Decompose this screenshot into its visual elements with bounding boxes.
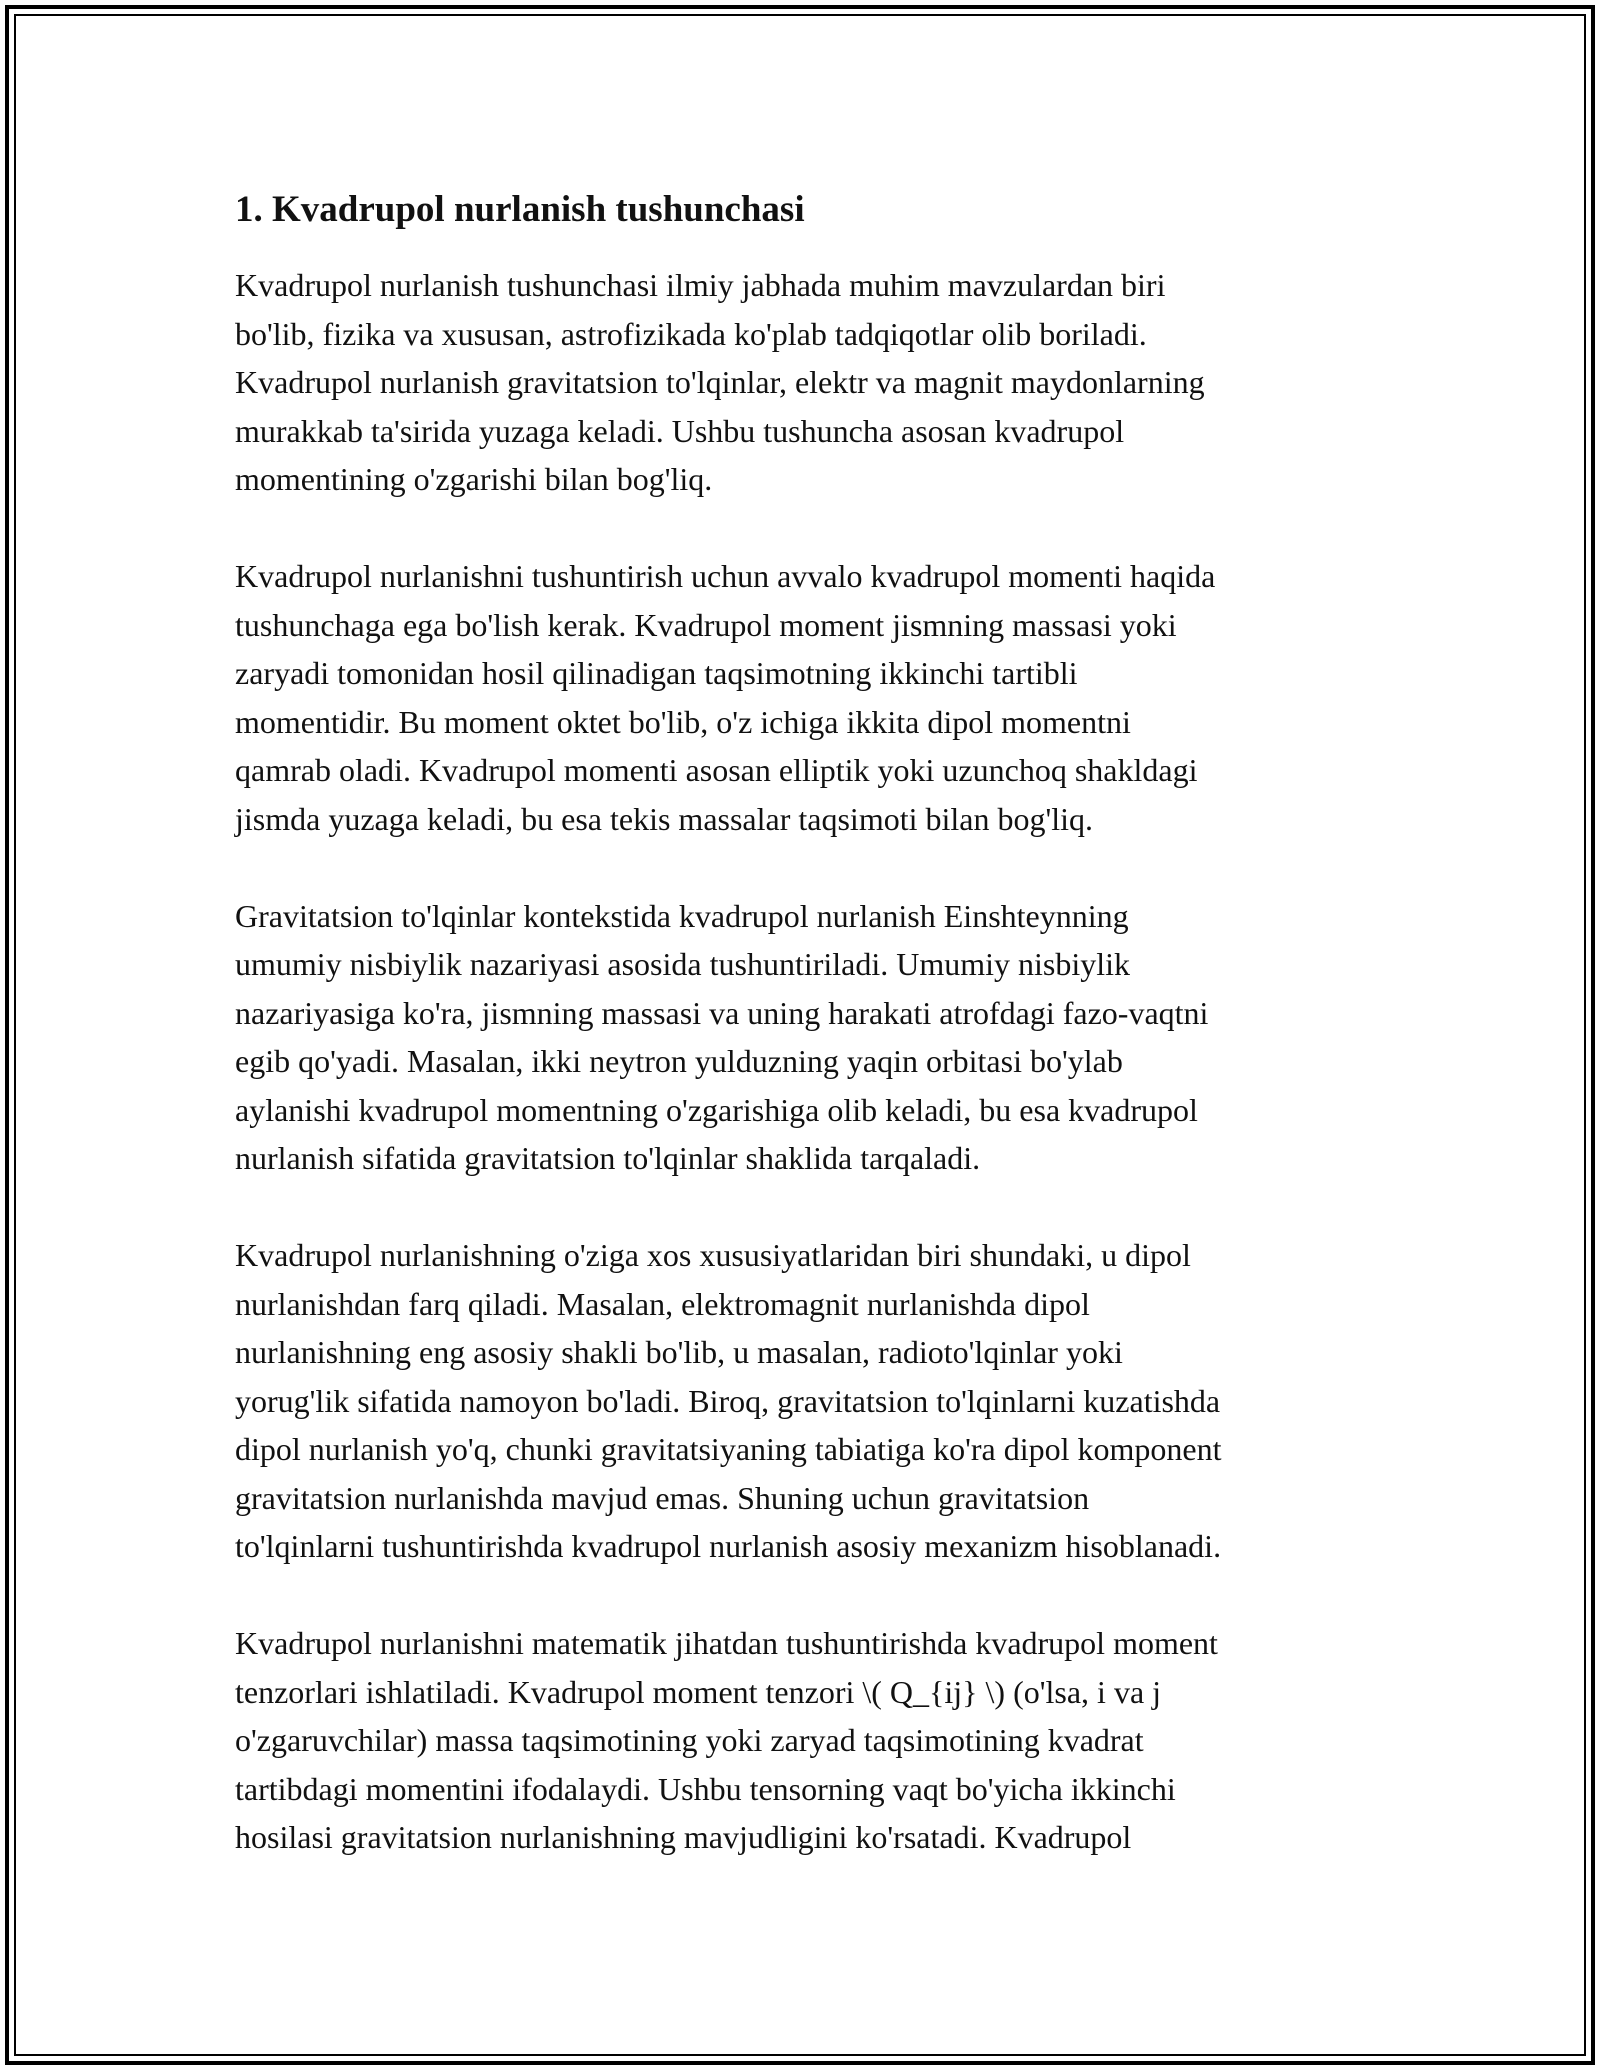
paragraph-line: aylanishi kvadrupol momentning o'zgarishiga olib keladi, bu esa kvadrupol: [235, 1091, 1198, 1128]
paragraph-line: to'lqinlarni tushuntirishda kvadrupol nurlanish asosiy mexanizm hisoblanadi.: [235, 1528, 1222, 1564]
paragraph-line: tenzorlari ishlatiladi. Kvadrupol moment tenzori \( Q_{ij} \) (o'lsa, i va j: [235, 1673, 1162, 1710]
paragraph-5: [235, 1619, 1395, 1862]
paragraph-line: nazariyasiga ko'ra, jismning massasi va uning harakati atrofdagi fazo-vaqtni: [235, 994, 1209, 1031]
paragraph-line: o'zgaruvchilar) massa taqsimotining yoki zaryad taqsimotining kvadrat: [235, 1722, 1144, 1758]
paragraph-line: momentidir. Bu moment oktet bo'lib, o'z ichiga ikkita dipol momentni: [235, 703, 1131, 740]
paragraph-line: gravitatsion nurlanishda mavjud emas. Shuning uchun gravitatsion: [235, 1479, 1090, 1516]
paragraph-line: umumiy nisbiylik nazariyasi asosida tushuntiriladi. Umumiy nisbiylik: [235, 946, 1131, 982]
section-heading: 1. Kvadrupol nurlanish tushunchasi: [235, 189, 805, 230]
paragraph-line: jismda yuzaga keladi, bu esa tekis massalar taqsimoti bilan bog'liq.: [235, 800, 1094, 837]
paragraph-1: [235, 261, 1395, 504]
document-body: [235, 185, 1395, 1910]
paragraph-line: qamrab oladi. Kvadrupol momenti asosan elliptik yoki uzunchoq shakldagi: [235, 752, 1198, 788]
paragraph-line: Kvadrupol nurlanish gravitatsion to'lqinlar, elektr va magnit maydonlarning: [235, 364, 1205, 400]
paragraph-line: egib qo'yadi. Masalan, ikki neytron yulduzning yaqin orbitasi bo'ylab: [235, 1043, 1123, 1079]
paragraph-line: bo'lib, fizika va xususan, astrofizikada ko'plab tadqiqotlar olib boriladi.: [235, 315, 1147, 352]
paragraph-line: Gravitatsion to'lqinlar kontekstida kvadrupol nurlanish Einshteynning: [235, 897, 1129, 934]
paragraph-line: Kvadrupol nurlanish tushunchasi ilmiy jabhada muhim mavzulardan biri: [235, 267, 1166, 303]
paragraph-4: [235, 1231, 1395, 1571]
paragraph-line: Kvadrupol nurlanishni matematik jihatdan tushuntirishda kvadrupol moment: [235, 1625, 1218, 1661]
paragraph-line: yorug'lik sifatida namoyon bo'ladi. Biroq, gravitatsion to'lqinlarni kuzatishda: [235, 1382, 1221, 1419]
paragraph-line: tartibdagi momentini ifodalaydi. Ushbu tensorning vaqt bo'yicha ikkinchi: [235, 1770, 1176, 1807]
paragraph-line: nurlanishning eng asosiy shakli bo'lib, u masalan, radioto'lqinlar yoki: [235, 1334, 1123, 1370]
paragraph-line: nurlanishdan farq qiladi. Masalan, elektromagnit nurlanishda dipol: [235, 1285, 1090, 1322]
paragraph-3: [235, 892, 1395, 1183]
paragraph-line: zaryadi tomonidan hosil qilinadigan taqsimotning ikkinchi tartibli: [235, 655, 1078, 691]
paragraph-line: tushunchaga ega bo'lish kerak. Kvadrupol moment jismning massasi yoki: [235, 606, 1177, 643]
paragraph-line: hosilasi gravitatsion nurlanishning mavjudligini ko'rsatadi. Kvadrupol: [235, 1819, 1132, 1855]
paragraph-line: momentining o'zgarishi bilan bog'liq.: [235, 461, 713, 497]
paragraph-2: [235, 552, 1395, 843]
paragraph-line: murakkab ta'sirida yuzaga keladi. Ushbu tushuncha asosan kvadrupol: [235, 412, 1125, 449]
paragraph-line: dipol nurlanish yo'q, chunki gravitatsiyaning tabiatiga ko'ra dipol komponent: [235, 1431, 1222, 1467]
paragraph-line: Kvadrupol nurlanishni tushuntirish uchun avvalo kvadrupol momenti haqida: [235, 558, 1216, 594]
paragraph-line: Kvadrupol nurlanishning o'ziga xos xususiyatlaridan biri shundaki, u dipol: [235, 1237, 1191, 1273]
paragraph-line: nurlanish sifatida gravitatsion to'lqinlar shaklida tarqaladi.: [235, 1140, 981, 1176]
